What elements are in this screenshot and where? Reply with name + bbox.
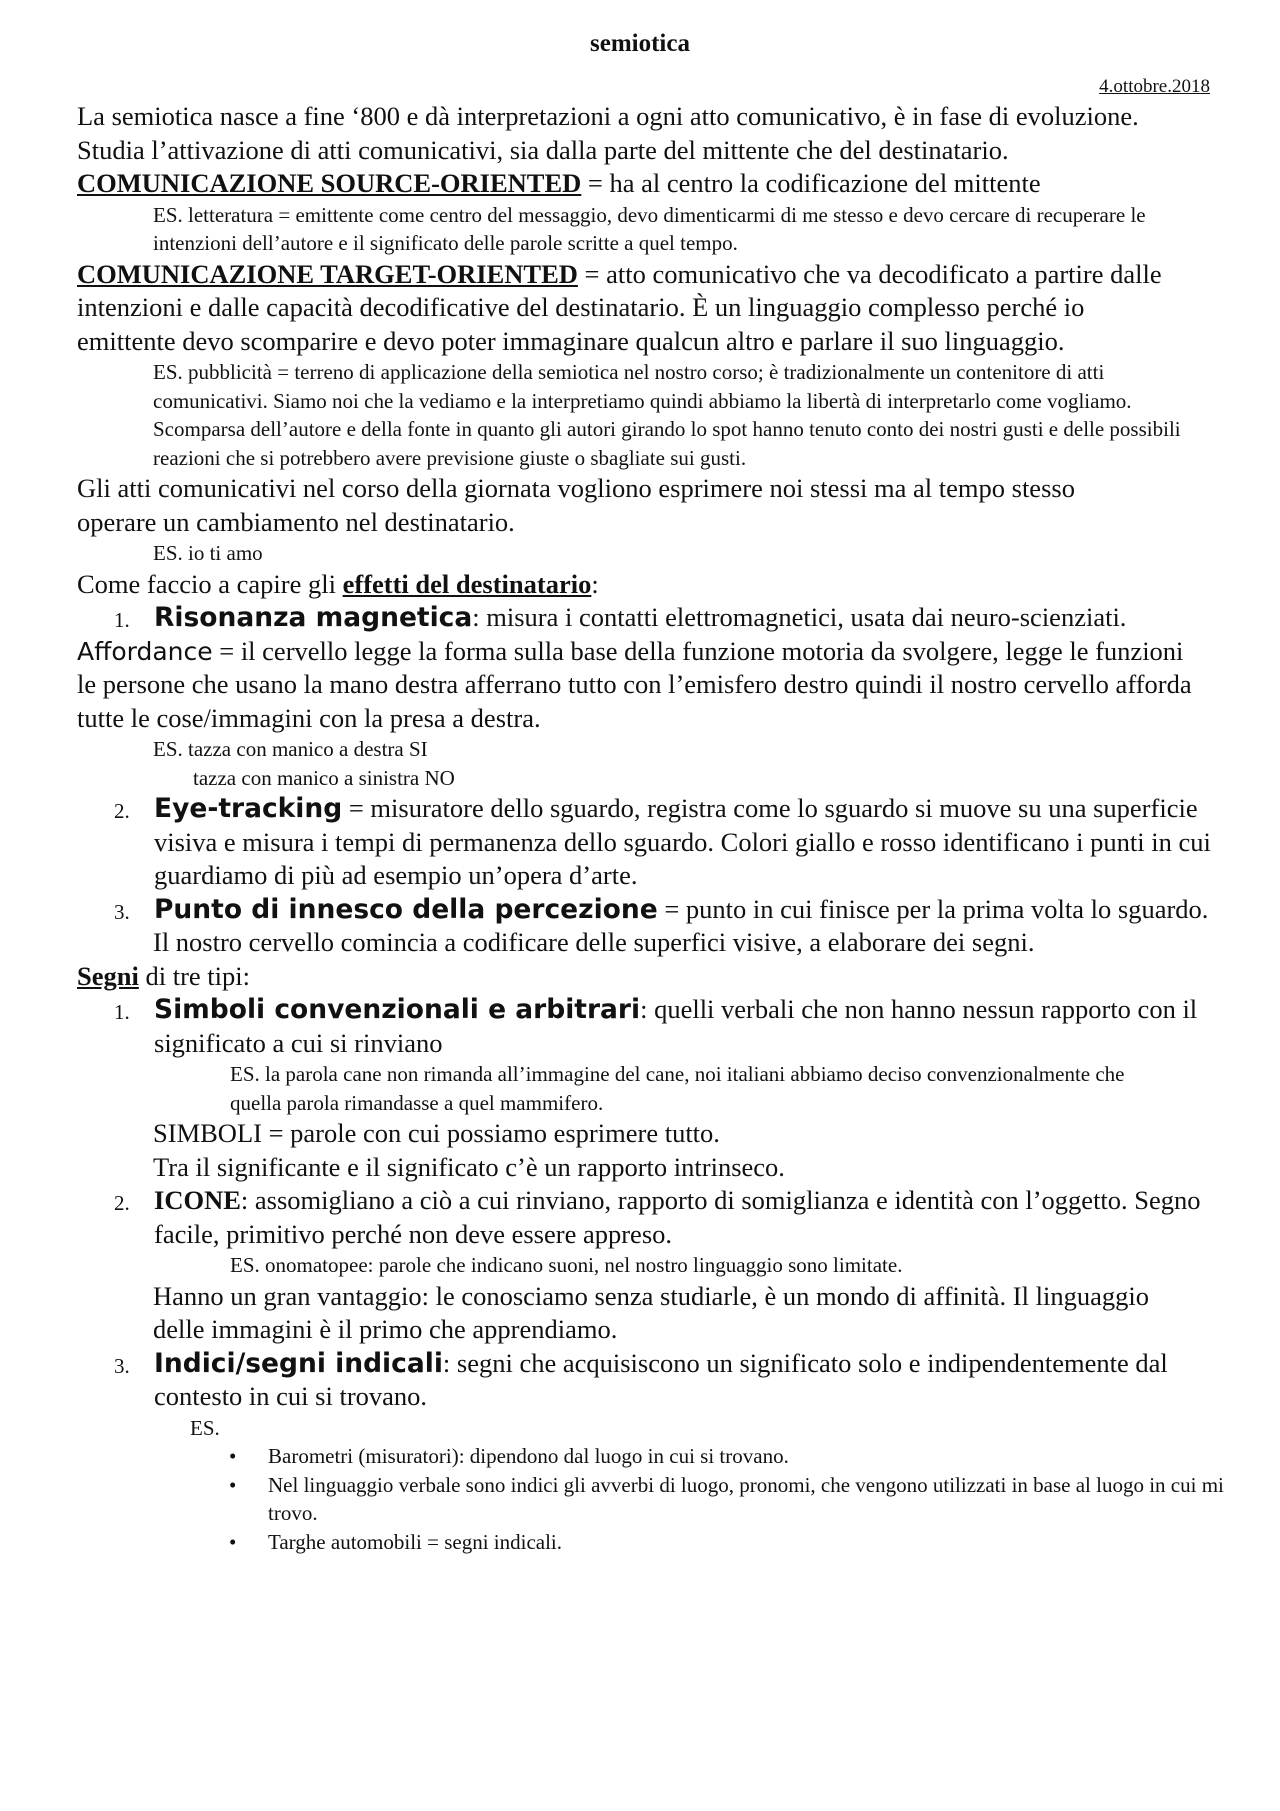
icone-example: ES. onomatopee: parole che indicano suoni, nel nostro linguaggio sono limitate. bbox=[230, 1253, 903, 1277]
percezione-note: Il nostro cervello comincia a codificare delle superfici visive, a elaborare dei segni. bbox=[153, 927, 1035, 957]
list-text: : quelli verbali che non hanno nessun rapporto con il significato a cui si rinviano bbox=[154, 994, 1198, 1058]
list-text: : assomigliano a ciò a cui rinviano, rapporto di somiglianza e identità con l’oggetto. Segno facile, primitivo perché non deve essere appreso. bbox=[154, 1185, 1201, 1249]
segni-suffix: di tre tipi: bbox=[138, 960, 250, 991]
list-item bbox=[77, 1347, 1174, 1414]
page-title: semiotica bbox=[590, 30, 690, 57]
affordance-example: ES. tazza con manico a destra SI bbox=[153, 737, 428, 761]
source-oriented-def: = ha al centro la codificazione del mittente bbox=[581, 168, 1041, 198]
affordance-text: = il cervello legge la forma sulla base della funzione motoria da svolgere, legge le funzioni le persone che usano la mano destra afferrano tutto con l’emisfero destro quindi il nostro cervello afforda tutte le cose/immagini con la presa a destra. bbox=[77, 635, 1192, 733]
list-number: 2. bbox=[114, 1191, 130, 1215]
icone-note: Hanno un gran vantaggio: le conosciamo senza studiarle, è un mondo di affinità. Il linguaggio delle immagini è il primo che apprendiamo. bbox=[153, 1280, 1149, 1344]
atti-paragraph: Gli atti comunicativi nel corso della giornata vogliono esprimere noi stessi ma al tempo stesso operare un cambiamento nel destinatario. bbox=[77, 473, 1075, 537]
list-term: ICONE bbox=[154, 1185, 241, 1215]
effetti-suffix: : bbox=[591, 568, 599, 599]
simboli-note: SIMBOLI = parole con cui possiamo esprimere tutto. bbox=[153, 1118, 720, 1148]
target-oriented-term: COMUNICAZIONE TARGET-ORIENTED bbox=[77, 258, 578, 289]
list-item bbox=[77, 1184, 1254, 1251]
intro-paragraph: La semiotica nasce a fine ‘800 e dà interpretazioni a ogni atto comunicativo, è in fase di evoluzione. bbox=[77, 101, 1139, 131]
effetti-prefix: Come faccio a capire gli bbox=[77, 568, 343, 599]
bullet-icon: • bbox=[229, 1472, 237, 1497]
source-oriented-term: COMUNICAZIONE SOURCE-ORIENTED bbox=[77, 168, 582, 198]
bullet-text: Barometri (misuratori): dipendono dal luogo in cui si trovano. bbox=[268, 1444, 789, 1468]
target-oriented-def: = atto comunicativo che va decodificato a partire dalle intenzioni e dalle capacità decodificative del destinatario. È un linguaggio complesso perché io emittente devo scomparire e devo poter immaginare qualcun altro e parlare il suo linguaggio. bbox=[77, 258, 1162, 356]
bullet-item bbox=[77, 1442, 1268, 1471]
list-term: Risonanza magnetica bbox=[154, 602, 473, 633]
list-text: : segni che acquisiscono un significato solo e indipendentemente dal contesto in cui si trovano. bbox=[154, 1347, 1168, 1411]
list-number: 3. bbox=[114, 1353, 130, 1378]
list-item bbox=[77, 893, 1234, 927]
atti-example: ES. io ti amo bbox=[153, 541, 263, 565]
affordance-term: Affordance bbox=[77, 636, 213, 666]
list-term: Simboli convenzionali e arbitrari bbox=[154, 994, 641, 1025]
list-number: 1. bbox=[114, 1000, 130, 1024]
affordance-paragraph bbox=[77, 635, 1197, 736]
list-number: 3. bbox=[114, 899, 130, 924]
source-oriented-paragraph bbox=[77, 167, 1217, 201]
target-oriented-example: ES. pubblicità = terreno di applicazione della semiotica nel nostro corso; è tradizionalmente un contenitore di atti comunicativi. Siamo noi che la vediamo e la interpretiamo quindi abbiamo la libertà di interpretarlo come vogliamo. Scomparsa dell’autore e della fonte in quanto gli autori girando lo spot hanno tenuto conto dei nostri gusti e delle possibili reazioni che si potrebbero avere previsione giuste o sbagliate sui gusti. bbox=[153, 360, 1181, 470]
list-term: Indici/segni indicali bbox=[154, 1347, 443, 1379]
source-oriented-example: ES. letteratura = emittente come centro del messaggio, devo dimenticarmi di me stesso e devo cercare di recuperare le intenzioni dell’autore e il significato delle parole scritte a quel tempo. bbox=[153, 202, 1146, 255]
segni-heading bbox=[77, 960, 1217, 994]
list-text: = misuratore dello sguardo, registra come lo sguardo si muove su una superficie visiva e misura i tempi di permanenza dello sguardo. Colori giallo e rosso identificano i punti in cui guardiamo di più ad esempio un’opera d’arte. bbox=[154, 793, 1211, 890]
list-item bbox=[77, 993, 1234, 1060]
simboli-example: ES. la parola cane non rimanda all’immagine del cane, noi italiani abbiamo deciso convenzionalmente che quella parola rimandasse a quel mammifero. bbox=[230, 1062, 1125, 1115]
list-term: Eye-tracking bbox=[154, 793, 343, 824]
intro-paragraph: Studia l’attivazione di atti comunicativi, sia dalla parte del mittente che del destinatario. bbox=[77, 134, 1009, 165]
target-oriented-paragraph bbox=[77, 258, 1177, 359]
simboli-note: Tra il significante e il significato c’è un rapporto intrinseco. bbox=[153, 1151, 785, 1182]
bullet-item bbox=[77, 1528, 1268, 1557]
list-item bbox=[77, 792, 1254, 893]
effetti-term: effetti del destinatario bbox=[342, 568, 592, 599]
bullet-item bbox=[77, 1471, 1268, 1528]
list-text: : misura i contatti elettromagnetici, usata dai neuro-scienziati. bbox=[472, 602, 1127, 632]
date: 4.ottobre.2018 bbox=[1099, 76, 1210, 97]
document-body bbox=[77, 100, 1224, 1556]
bullet-icon: • bbox=[229, 1444, 237, 1468]
list-term: Punto di innesco della percezione bbox=[154, 893, 658, 925]
indici-example-label: ES. bbox=[190, 1415, 220, 1440]
affordance-example: tazza con manico a sinistra NO bbox=[193, 765, 455, 790]
bullet-text: Nel linguaggio verbale sono indici gli avverbi di luogo, pronomi, che vengono utilizzati in base al luogo in cui mi trovo. bbox=[268, 1472, 1224, 1525]
segni-term: Segni bbox=[77, 960, 139, 991]
effetti-heading bbox=[77, 568, 1217, 602]
bullet-text: Targhe automobili = segni indicali. bbox=[268, 1529, 563, 1554]
bullet-icon: • bbox=[229, 1529, 237, 1554]
list-number: 1. bbox=[114, 608, 130, 632]
list-number: 2. bbox=[114, 799, 130, 823]
list-item bbox=[77, 601, 1154, 635]
list-text: = punto in cui finisce per la prima volta lo sguardo. bbox=[657, 893, 1209, 924]
